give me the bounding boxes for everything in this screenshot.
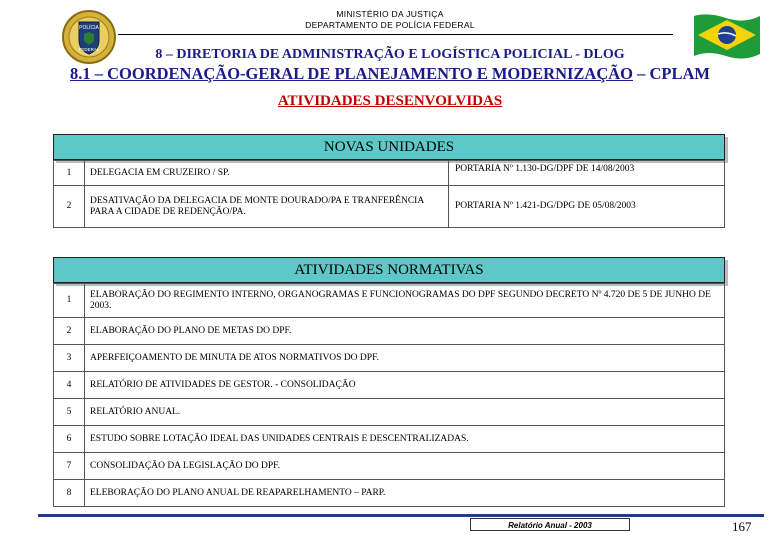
emblem-text-top: POLÍCIA	[79, 25, 99, 31]
row-number: 2	[54, 186, 85, 228]
coordination-title	[0, 64, 780, 84]
table-row	[54, 284, 725, 318]
row-portaria: PORTARIA Nº 1.421-DG/DPG DE 05/08/2003	[449, 186, 725, 228]
footer-report-label: Relatório Anual - 2003	[508, 521, 592, 530]
atividades-normativas-table	[53, 283, 725, 507]
novas-unidades-heading: NOVAS UNIDADES	[53, 134, 725, 160]
emblem-text-bottom: FEDERAL	[78, 47, 100, 52]
row-number: 1	[54, 161, 85, 186]
row-number: 2	[54, 318, 85, 345]
table-row	[54, 426, 725, 453]
row-description: APERFEIÇOAMENTO DE MINUTA DE ATOS NORMATIVOS DO DPF.	[85, 345, 725, 372]
row-number: 8	[54, 480, 85, 507]
row-number: 6	[54, 426, 85, 453]
table-row	[54, 480, 725, 507]
header-rule	[118, 34, 673, 35]
row-number: 7	[54, 453, 85, 480]
row-number: 3	[54, 345, 85, 372]
row-description: ELABORAÇÃO DO REGIMENTO INTERNO, ORGANOGRAMAS E FUNCIONOGRAMAS DO DPF SEGUNDO DECRETO Nº 4.720 DE 5 DE JUNHO DE 2003.	[85, 284, 725, 318]
row-description: CONSOLIDAÇÃO DA LEGISLAÇÃO DO DPF.	[85, 453, 725, 480]
ministry-name: MINISTÉRIO DA JUSTIÇA	[336, 9, 444, 19]
row-portaria: PORTARIA Nº 1.130-DG/DPF DE 14/08/2003	[449, 161, 725, 186]
row-description: RELATÓRIO ANUAL.	[85, 399, 725, 426]
table-row	[54, 345, 725, 372]
atividades-normativas-heading: ATIVIDADES NORMATIVAS	[53, 257, 725, 283]
table-row	[54, 399, 725, 426]
row-description: ELEBORAÇÃO DO PLANO ANUAL DE REAPARELHAMENTO – PARP.	[85, 480, 725, 507]
row-description: ELABORAÇÃO DO PLANO DE METAS DO DPF.	[85, 318, 725, 345]
row-number: 5	[54, 399, 85, 426]
row-description: ESTUDO SOBRE LOTAÇÃO IDEAL DAS UNIDADES CENTRAIS E DESCENTRALIZADAS.	[85, 426, 725, 453]
activities-title: ATIVIDADES DESENVOLVIDAS	[277, 93, 503, 109]
row-description: DESATIVAÇÃO DA DELEGACIA DE MONTE DOURADO/PA E TRANFERÊNCIA PARA A CIDADE DE REDENÇÃO/PA.	[85, 186, 449, 228]
table-row	[54, 372, 725, 399]
table-row	[54, 453, 725, 480]
footer-rule	[38, 514, 764, 517]
page-number: 167	[732, 519, 752, 534]
row-number: 4	[54, 372, 85, 399]
table-row	[54, 318, 725, 345]
coordination-title-main: 8.1 – COORDENAÇÃO-GERAL DE PLANEJAMENTO E MODERNIZAÇÃO	[69, 64, 634, 83]
row-description: DELEGACIA EM CRUZEIRO / SP.	[85, 161, 449, 186]
row-number: 1	[54, 284, 85, 318]
coordination-title-suffix: – CPLAM	[633, 64, 711, 83]
table-row	[54, 186, 725, 228]
row-description: RELATÓRIO DE ATIVIDADES DE GESTOR. - CONSOLIDAÇÃO	[85, 372, 725, 399]
table-row	[54, 161, 725, 186]
department-name: DEPARTAMENTO DE POLÍCIA FEDERAL	[305, 20, 475, 30]
novas-unidades-table	[53, 160, 725, 228]
directorate-title: 8 – DIRETORIA DE ADMINISTRAÇÃO E LOGÍSTICA POLICIAL - DLOG	[155, 47, 625, 62]
